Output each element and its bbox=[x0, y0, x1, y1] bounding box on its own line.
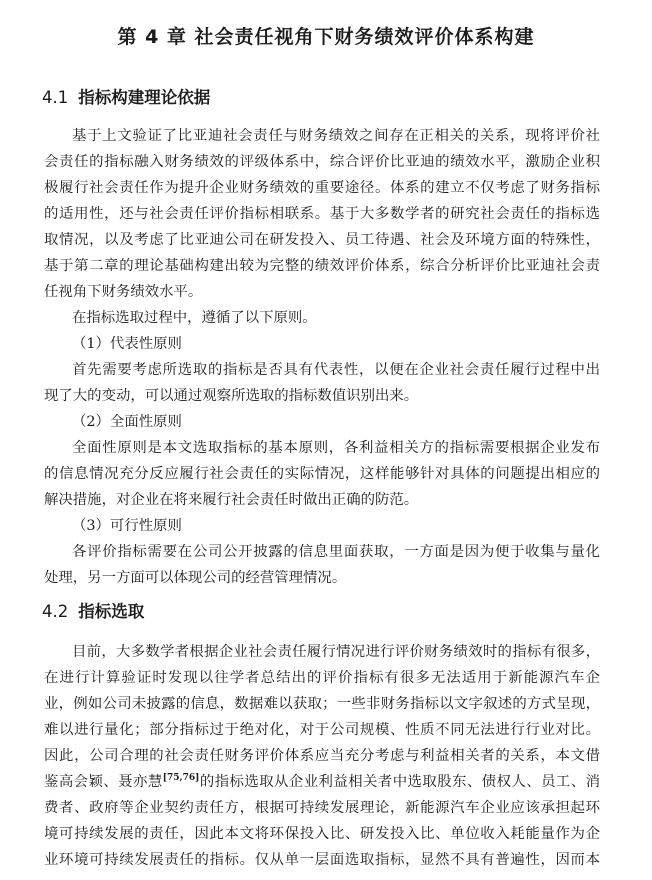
section-number: 4.1 bbox=[42, 88, 69, 107]
paragraph-line: 在进行计算验证时发现以往学者总结出的评价指标有很多无法适用于新能源汽车企 bbox=[44, 670, 600, 686]
section-number: 4.2 bbox=[42, 602, 69, 621]
paragraph-line: 难以进行量化；部分指标过于绝对化，对于公司规模、性质不同无法进行行业对比。 bbox=[44, 722, 600, 738]
paragraph-line: 任视角下财务绩效水平。 bbox=[44, 284, 203, 300]
paragraph-line: 目前，大多数学者根据企业社会责任履行情况进行评价财务绩效时的指标有很多， bbox=[72, 644, 600, 660]
paragraph-line: 基于第二章的理论基础构建出较为完整的绩效评价体系，综合分析评价比亚迪社会责 bbox=[44, 258, 600, 274]
paragraph-line: 费者、政府等企业契约责任方，根据可持续发展理论，新能源汽车企业应该承担起环 bbox=[44, 800, 600, 816]
section-title-text: 指标选取 bbox=[78, 602, 145, 621]
paragraph-line: 业，例如公司未披露的信息，数据难以获取；一些非财务指标以文字叙述的方式呈现， bbox=[44, 696, 600, 712]
section-heading-4-1 bbox=[42, 84, 210, 108]
paragraph-line: 业环境可持续发展责任的指标。仅从单一层面选取指标，显然不具有普遍性，因而本 bbox=[44, 852, 600, 868]
section-title-text: 指标构建理论依据 bbox=[78, 88, 211, 107]
paragraph-line-with-citation bbox=[44, 772, 600, 792]
paragraph-line: 取情况，以及考虑了比亚迪公司在研发投入、员工待遇、社会及环境方面的特殊性， bbox=[44, 232, 600, 248]
principle-heading: （1）代表性原则 bbox=[72, 336, 182, 352]
paragraph-line: 极履行社会责任作为提升企业财务绩效的重要途径。体系的建立不仅考虑了财务指标 bbox=[44, 180, 600, 196]
paragraph-line: 的适用性，还与社会责任评价指标相联系。基于大多数学者的研究社会责任的指标选 bbox=[44, 206, 600, 222]
paragraph-line: 因此，公司合理的社会责任财务评价体系应当充分考虑与利益相关者的关系，本文借 bbox=[44, 748, 600, 764]
paragraph-line: 解决措施，对企业在将来履行社会责任时做出正确的防范。 bbox=[44, 492, 419, 508]
principle-heading: （3）可行性原则 bbox=[72, 518, 182, 534]
paragraph-line: 的信息情况充分反应履行社会责任的实际情况，这样能够针对具体的问题提出相应的 bbox=[44, 466, 600, 482]
section-heading-4-2 bbox=[42, 598, 144, 622]
paragraph-line: 现了大的变动，可以通过观察所选取的指标数值识别出来。 bbox=[44, 388, 419, 404]
text-segment: 鉴高会颖、聂亦慧 bbox=[44, 774, 163, 790]
paragraph-line: 在指标选取过程中，遵循了以下原则。 bbox=[72, 310, 317, 326]
paragraph-line: 处理，另一方面可以体现公司的经营管理情况。 bbox=[44, 570, 347, 586]
paragraph-line: 全面性原则是本文选取指标的基本原则，各利益相关方的指标需要根据企业发布 bbox=[72, 440, 600, 456]
citation-reference: [75,76] bbox=[162, 773, 200, 784]
text-segment: 的指标选取从企业利益相关者中选取股东、债权人、员工、消 bbox=[199, 774, 600, 790]
paragraph-line: 会责任的指标融入财务绩效的评级体系中，综合评价比亚迪的绩效水平，激励企业积 bbox=[44, 154, 600, 170]
paragraph-line: 基于上文验证了比亚迪社会责任与财务绩效之间存在正相关的关系，现将评价社 bbox=[72, 128, 600, 144]
principle-heading: （2）全面性原则 bbox=[72, 414, 182, 430]
paragraph-line: 首先需要考虑所选取的指标是否具有代表性，以便在企业社会责任履行过程中出 bbox=[72, 362, 600, 378]
chapter-title: 第 4 章 社会责任视角下财务绩效评价体系构建 bbox=[117, 26, 535, 48]
paragraph-line: 各评价指标需要在公司公开披露的信息里面获取，一方面是因为便于收集与量化 bbox=[72, 544, 600, 560]
paragraph-line: 境可持续发展的责任，因此本文将环保投入比、研发投入比、单位收入耗能量作为企 bbox=[44, 826, 600, 842]
